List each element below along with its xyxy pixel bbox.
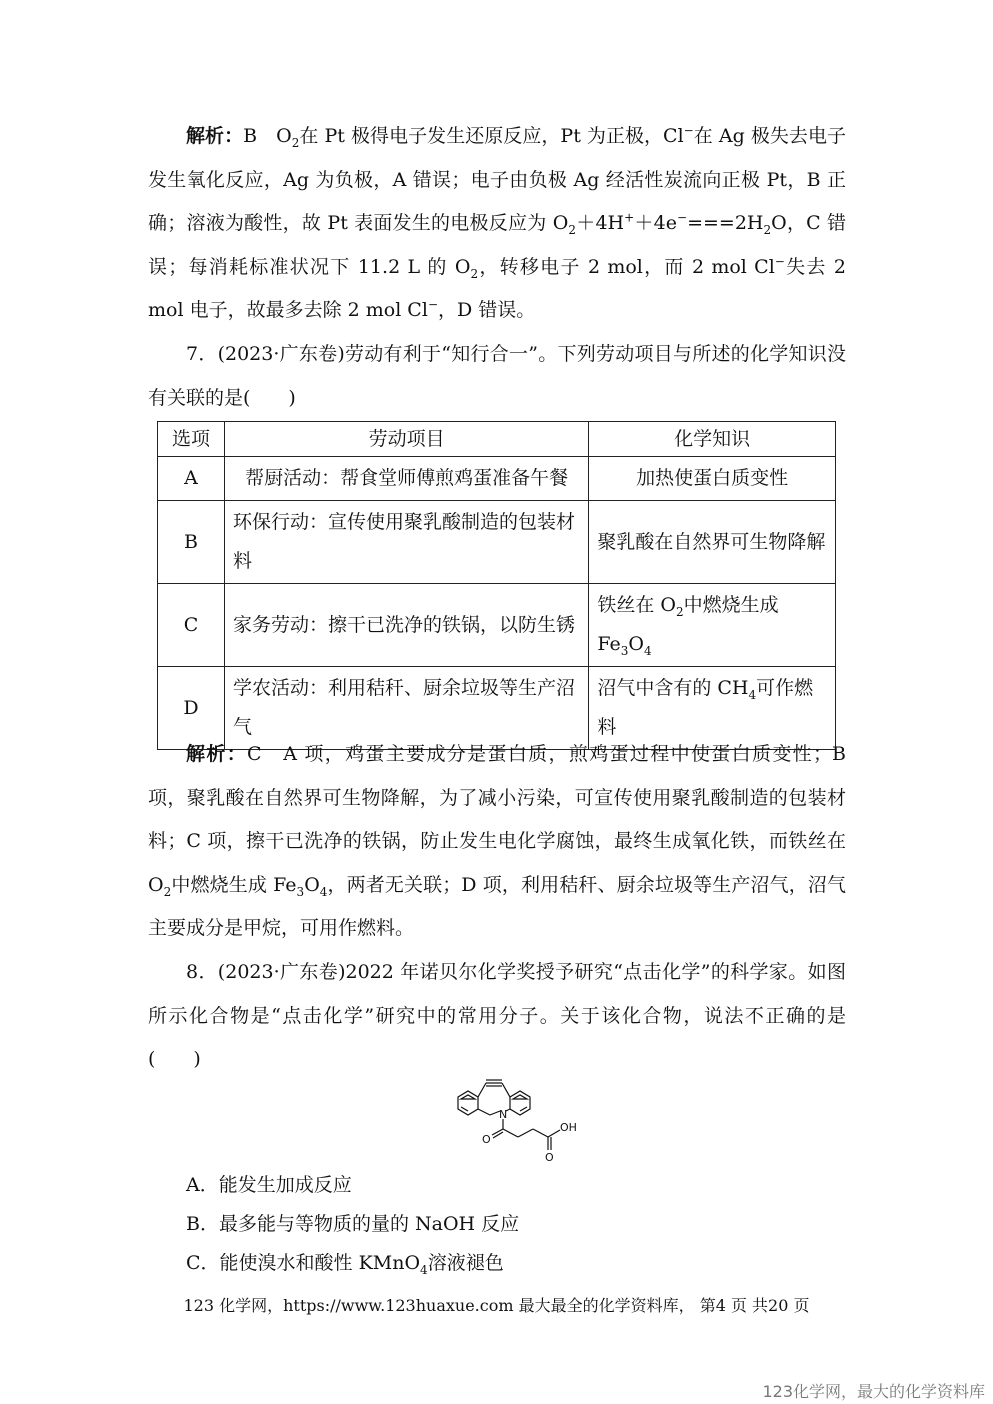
molecule-structure-diagram xyxy=(448,1075,588,1165)
text: B O xyxy=(243,125,292,147)
table-header-row xyxy=(158,422,836,457)
superscript: − xyxy=(427,297,438,312)
knowledge-cell: 聚乳酸在自然界可生物降解 xyxy=(589,501,836,584)
text: ＋4e xyxy=(634,212,677,234)
text: C．能使溴水和酸性 KMnO xyxy=(186,1252,421,1274)
chain-bond xyxy=(548,1130,560,1137)
text: O xyxy=(304,873,320,896)
table-row xyxy=(158,501,836,584)
table-row xyxy=(158,584,836,667)
nitrogen-label: N xyxy=(499,1108,508,1121)
header-cell: 选项 xyxy=(158,422,225,457)
header-cell: 化学知识 xyxy=(589,422,836,457)
right-ring-inner-bond xyxy=(520,1107,527,1111)
q6-analysis xyxy=(148,115,846,333)
chain-bond xyxy=(533,1129,548,1137)
header-cell: 劳动项目 xyxy=(224,422,588,457)
subscript: 2 xyxy=(763,222,772,237)
analysis-label: 解析： xyxy=(186,743,248,765)
knowledge-cell xyxy=(589,584,836,667)
table-row xyxy=(158,457,836,501)
ch2-bond xyxy=(478,1109,490,1115)
text: 中燃烧生成 Fe xyxy=(171,873,297,896)
subscript: 4 xyxy=(643,643,652,658)
q7-stem: 7．(2023·广东卷)劳动有利于“知行合一”。下列劳动项目与所述的化学知识没有关联的是( ) xyxy=(148,343,846,409)
text: 溶液褪色 xyxy=(427,1252,504,1274)
option-cell: A xyxy=(158,457,225,501)
oxygen-label: O xyxy=(482,1133,491,1146)
superscript: − xyxy=(774,254,785,269)
subscript: 2 xyxy=(568,222,576,237)
carbonyl-bond xyxy=(493,1132,503,1138)
subscript: 3 xyxy=(296,884,305,899)
subscript: 2 xyxy=(163,884,172,899)
option-b: B．最多能与等物质的量的 NaOH 反应 xyxy=(186,1213,520,1235)
page-footer: 123 化学网，https://www.123huaxue.com 最大最全的化学资料库， 第4 页 共20 页 xyxy=(183,1296,810,1315)
text: ，D 错误。 xyxy=(438,299,536,321)
option-c xyxy=(186,1244,504,1283)
option-cell: D xyxy=(158,667,225,750)
option-a: A．能发生加成反应 xyxy=(186,1174,352,1196)
subscript: 2 xyxy=(470,266,479,281)
knowledge-cell: 加热使蛋白质变性 xyxy=(589,457,836,501)
item-cell: 学农活动：利用秸秆、厨余垃圾等生产沼气 xyxy=(224,667,588,750)
item-cell: 环保行动：宣传使用聚乳酸制造的包装材料 xyxy=(224,501,588,584)
chain-bond xyxy=(503,1129,518,1137)
bridge-bond xyxy=(478,1083,486,1097)
text: 沼气中含有的 CH xyxy=(597,677,749,699)
subscript: 3 xyxy=(620,643,629,658)
subscript: 2 xyxy=(291,135,300,150)
text: C A 项，鸡蛋主要成分是蛋白质，煎鸡蛋过程中使蛋白质变性；B 项，聚乳酸在自然界可生物降解，为了减小污染，可宣传使用聚乳酸制造的包装材料；C 项，擦干已洗净的铁锅，防止发生电化学腐蚀，最终生成氧化铁，而铁丝在 O xyxy=(148,743,846,896)
item-cell: 家务劳动：擦干已洗净的铁锅，以防生锈 xyxy=(224,584,588,667)
text: ＋4H xyxy=(575,212,625,234)
chain-bond xyxy=(518,1129,533,1137)
text: 在 Pt 极得电子发生还原反应，Pt 为正极，Cl xyxy=(299,125,684,147)
text: 在 Ag 极失去电子发生氧化反应，Ag 为负极，A 错误；电子由负极 Ag 经活性炭流向正极 Pt，B 正确；溶液为酸性，故 Pt 表面发生的电极反应为 O xyxy=(148,125,846,234)
text: 失去 2 mol 电子，故最多去除 2 mol Cl xyxy=(148,255,846,321)
text: 中燃烧生成 Fe xyxy=(597,594,779,655)
right-ring-inner-bond xyxy=(513,1095,527,1099)
text: O xyxy=(628,633,644,655)
option-cell: C xyxy=(158,584,225,667)
site-watermark: 123化学网，最大的化学资料库 xyxy=(762,1382,985,1401)
superscript: − xyxy=(683,123,694,138)
item-cell: 帮厨活动：帮食堂师傅煎鸡蛋准备午餐 xyxy=(224,457,588,501)
hydroxyl-label: OH xyxy=(560,1121,577,1134)
text: ，转移电子 2 mol，而 2 mol Cl xyxy=(478,255,775,278)
left-ring-inner-bond xyxy=(461,1095,475,1099)
oxygen-label: O xyxy=(545,1151,554,1164)
carbonyl-bond xyxy=(492,1129,503,1135)
superscript: − xyxy=(677,210,688,225)
subscript: 4 xyxy=(420,1262,428,1277)
subscript: 2 xyxy=(675,604,684,619)
subscript: 4 xyxy=(319,884,328,899)
text: 铁丝在 O xyxy=(597,594,676,616)
bridge-bond xyxy=(502,1083,510,1097)
option-cell: B xyxy=(158,501,225,584)
text: ，两者无关联；D 项，利用秸秆、厨余垃圾等生产沼气，沼气主要成分是甲烷，可用作燃料。 xyxy=(148,873,846,939)
q7-analysis xyxy=(148,733,846,951)
left-ring-inner-bond xyxy=(461,1107,468,1111)
q7-table xyxy=(157,421,836,750)
text: ===2H xyxy=(687,212,764,234)
text: O，C 错误；每消耗标准状况下 11.2 L 的 O xyxy=(148,212,846,278)
subscript: 4 xyxy=(748,687,757,702)
q8-stem: 8．(2023·广东卷)2022 年诺贝尔化学奖授予研究“点击化学”的科学家。如图所示化合物是“点击化学”研究中的常用分子。关于该化合物，说法不正确的是( ) xyxy=(148,961,846,1070)
text: 可作燃料 xyxy=(597,677,814,738)
analysis-label: 解析： xyxy=(186,125,244,147)
superscript: + xyxy=(624,210,635,225)
